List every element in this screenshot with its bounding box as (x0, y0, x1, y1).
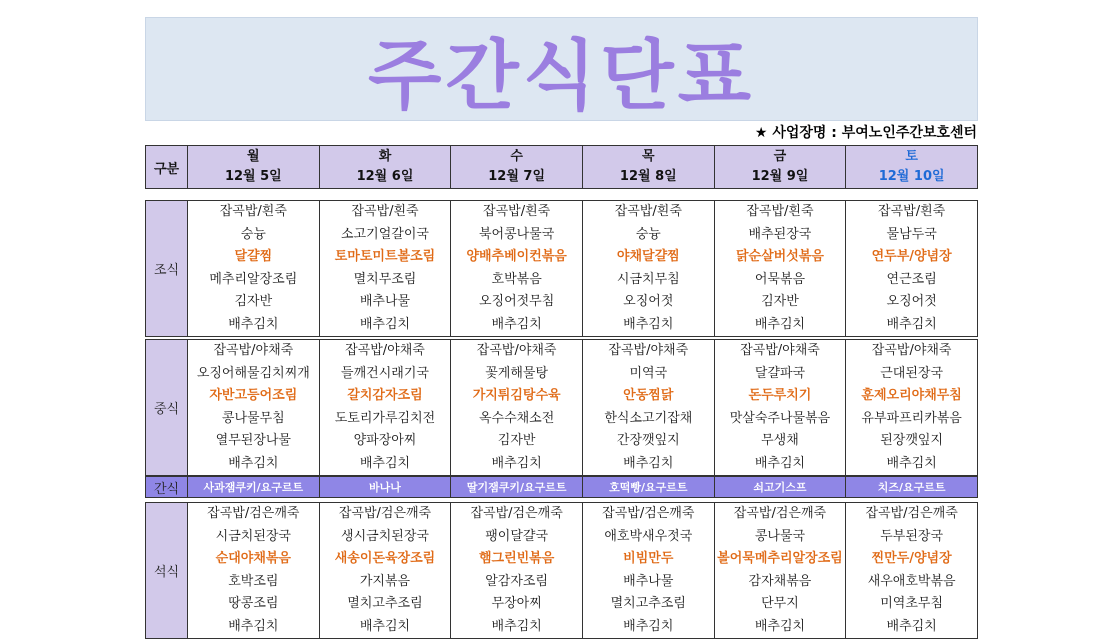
menu-item: 배추김치 (228, 455, 279, 471)
menu-item: 잡곡밥/검은깨죽 (207, 506, 300, 521)
breakfast-wed-cell (451, 201, 583, 337)
main-dish: 돈두루치기 (748, 388, 812, 403)
menu-item: 물남두국 (886, 226, 937, 242)
header-day-mon: 월 12월 5일 (188, 146, 320, 189)
menu-item: 감자채볶음 (748, 573, 812, 589)
lunch-label: 중식 (146, 340, 188, 476)
breakfast-thu-cell (582, 201, 714, 337)
menu-item: 근대된장국 (880, 365, 944, 381)
lunch-thu-cell (582, 340, 714, 476)
main-dish: 햄그린빈볶음 (478, 551, 555, 566)
date-header-table (145, 145, 978, 189)
header-day-sat: 토 12월 10일 (846, 146, 978, 189)
menu-item: 단무지 (761, 596, 799, 611)
menu-item: 배추된장국 (748, 226, 812, 242)
menu-item: 땅콩조림 (228, 596, 279, 611)
main-dish: 토마토미트볼조림 (334, 249, 436, 264)
menu-item: 호박조림 (228, 573, 279, 589)
main-dish: 양배추베이컨볶음 (466, 249, 567, 264)
menu-item: 어묵볶음 (754, 271, 806, 287)
menu-item: 배추김치 (754, 455, 806, 471)
menu-item: 새우애호박볶음 (867, 573, 956, 589)
snack-label: 간식 (146, 477, 188, 498)
menu-item: 멸치무조림 (353, 271, 417, 287)
menu-item: 잡곡밥/흰죽 (614, 204, 682, 219)
menu-item: 잡곡밥/야채죽 (345, 343, 425, 358)
menu-item: 유부파프리카볶음 (861, 410, 962, 426)
menu-item: 배추나물 (359, 294, 411, 309)
menu-item: 맛살숙주나물볶음 (729, 410, 831, 426)
menu-item: 두부된장국 (880, 528, 944, 544)
dinner-sat-cell (846, 503, 978, 639)
menu-item: 배추김치 (359, 455, 411, 471)
menu-item: 들깨건시래기국 (341, 365, 429, 381)
menu-item: 연근조림 (886, 271, 937, 287)
snack-table (145, 476, 978, 498)
menu-item: 잡곡밥/야채죽 (213, 343, 294, 358)
dinner-fri-cell (714, 503, 846, 639)
menu-item: 호박볶음 (491, 271, 542, 287)
menu-item: 숭늉 (240, 226, 266, 242)
header-day-wed: 수 12월 7일 (451, 146, 583, 189)
breakfast-mon-cell (188, 201, 320, 337)
dinner-mon-cell (188, 503, 320, 639)
menu-item: 잡곡밥/검은깨죽 (338, 506, 432, 521)
snack-sat: 치즈/요구르트 (846, 477, 978, 498)
page-title: 주간식단표 (367, 30, 756, 120)
menu-item: 미역국 (629, 365, 668, 381)
menu-item: 콩나물국 (754, 528, 806, 544)
menu-item: 소고기얼갈이국 (341, 226, 429, 242)
breakfast-sat-cell (846, 201, 978, 337)
dinner-label: 석식 (146, 503, 188, 639)
main-dish: 달걀찜 (234, 249, 273, 264)
menu-item: 시금치무침 (616, 271, 680, 287)
organization-name: ★ 사업장명 : 부여노인주간보호센터 (754, 125, 977, 141)
menu-item: 잡곡밥/검은깨죽 (865, 506, 958, 521)
menu-item: 잡곡밥/검은깨죽 (733, 506, 827, 521)
lunch-wed-cell (451, 340, 583, 476)
menu-item: 무장아찌 (491, 596, 542, 611)
main-dish: 볼어묵메추리알장조림 (717, 551, 843, 566)
menu-item: 시금치된장국 (215, 528, 291, 544)
menu-item: 달걀파국 (754, 365, 806, 381)
breakfast-section (145, 200, 978, 337)
menu-item: 배추김치 (886, 316, 937, 332)
lunch-table (145, 339, 978, 476)
menu-item: 된장깻잎지 (880, 433, 944, 448)
menu-item: 배추김치 (623, 618, 674, 634)
menu-item: 멸치고추조림 (347, 596, 423, 611)
menu-item: 간장깻잎지 (616, 433, 680, 448)
menu-item: 팽이달걀국 (485, 528, 549, 544)
menu-item: 열무된장나물 (215, 433, 291, 448)
lunch-fri-cell (714, 340, 846, 476)
menu-item: 배추김치 (228, 618, 279, 634)
menu-item: 애호박새우젓국 (604, 528, 693, 544)
main-dish: 야채달걀찜 (616, 249, 680, 264)
menu-item: 배추김치 (359, 316, 411, 332)
lunch-sat-cell (846, 340, 978, 476)
menu-item: 배추김치 (359, 618, 411, 634)
menu-item: 알감자조림 (485, 573, 549, 589)
menu-item: 잡곡밥/야채죽 (740, 343, 820, 358)
lunch-mon-cell (188, 340, 320, 476)
snack-section (145, 476, 978, 498)
menu-item: 미역초무침 (880, 596, 944, 611)
menu-item: 멸치고추조림 (610, 596, 686, 611)
menu-item: 배추김치 (623, 455, 674, 471)
lunch-tue-cell (319, 340, 451, 476)
main-dish: 훈제오리야채무침 (861, 388, 962, 403)
menu-item: 배추김치 (491, 316, 542, 332)
title-banner (145, 17, 978, 121)
menu-item: 오징어젓 (886, 294, 937, 309)
menu-item: 메추리알장조림 (209, 271, 298, 287)
snack-fri: 쇠고기스프 (714, 477, 846, 498)
menu-item: 무생채 (761, 433, 799, 448)
menu-item: 잡곡밥/흰죽 (878, 204, 946, 219)
menu-item: 오징어젓무침 (478, 294, 555, 309)
main-dish: 자반고등어조림 (209, 388, 298, 403)
menu-item: 잡곡밥/흰죽 (219, 204, 287, 219)
menu-item: 배추김치 (754, 618, 806, 634)
menu-item: 옥수수채소전 (478, 410, 555, 426)
main-dish: 갈치감자조림 (347, 388, 423, 403)
menu-item: 배추김치 (491, 618, 542, 634)
dinner-tue-cell (319, 503, 451, 639)
menu-item: 잡곡밥/흰죽 (746, 204, 814, 219)
snack-tue: 바나나 (319, 477, 451, 498)
menu-item: 잡곡밥/야채죽 (608, 343, 689, 358)
menu-item: 한식소고기잡채 (604, 410, 693, 426)
menu-item: 잡곡밥/흰죽 (351, 204, 419, 219)
main-dish: 안동찜닭 (623, 388, 674, 403)
snack-mon: 사과잼쿠키/요구르트 (188, 477, 320, 498)
menu-item: 북어콩나물국 (478, 226, 555, 242)
snack-wed: 딸기잼쿠키/요구르트 (451, 477, 583, 498)
menu-item: 김자반 (497, 433, 536, 448)
menu-item: 배추나물 (623, 573, 674, 589)
menu-item: 도토리가루김치전 (334, 410, 436, 426)
menu-item: 잡곡밥/야채죽 (871, 343, 952, 358)
dinner-table (145, 502, 978, 639)
main-dish: 순대야채볶음 (215, 551, 291, 566)
menu-item: 잡곡밥/흰죽 (483, 204, 551, 219)
dinner-section (145, 502, 978, 639)
snack-thu: 호떡빵/요구르트 (582, 477, 714, 498)
header-label: 구분 (146, 146, 188, 189)
menu-item: 배추김치 (754, 316, 806, 332)
menu-item: 양파장아찌 (353, 433, 417, 448)
breakfast-label: 조식 (146, 201, 188, 337)
menu-item: 잡곡밥/검은깨죽 (602, 506, 695, 521)
breakfast-fri-cell (714, 201, 846, 337)
menu-item: 숭늉 (635, 226, 661, 242)
main-dish: 닭순살버섯볶음 (736, 249, 824, 264)
menu-item: 배추김치 (228, 316, 279, 332)
main-dish: 찐만두/양념장 (871, 551, 952, 566)
lunch-section (145, 339, 978, 476)
main-dish: 새송이돈육장조림 (334, 551, 436, 566)
breakfast-table (145, 200, 978, 337)
main-dish: 연두부/양념장 (871, 249, 952, 264)
menu-item: 오징어젓 (623, 294, 674, 309)
main-dish: 비빔만두 (623, 551, 674, 566)
menu-item: 배추김치 (491, 455, 542, 471)
menu-item: 꽃게해물탕 (485, 365, 549, 381)
menu-item: 잡곡밥/검은깨죽 (470, 506, 563, 521)
breakfast-tue-cell (319, 201, 451, 337)
menu-item: 가지볶음 (359, 573, 411, 589)
menu-item: 김자반 (234, 294, 273, 309)
menu-item: 김자반 (761, 294, 799, 309)
menu-item: 배추김치 (886, 455, 937, 471)
header-day-tue: 화 12월 6일 (319, 146, 451, 189)
main-dish: 가지튀김탕수육 (472, 388, 561, 403)
dinner-wed-cell (451, 503, 583, 639)
menu-item: 생시금치된장국 (341, 528, 429, 544)
menu-item: 잡곡밥/야채죽 (476, 343, 557, 358)
menu-item: 오징어해물김치찌개 (196, 365, 310, 381)
header-day-thu: 목 12월 8일 (582, 146, 714, 189)
dinner-thu-cell (582, 503, 714, 639)
header-day-fri: 금 12월 9일 (714, 146, 846, 189)
menu-item: 콩나물무침 (221, 410, 285, 426)
menu-item: 배추김치 (623, 316, 674, 332)
menu-item: 배추김치 (886, 618, 937, 634)
